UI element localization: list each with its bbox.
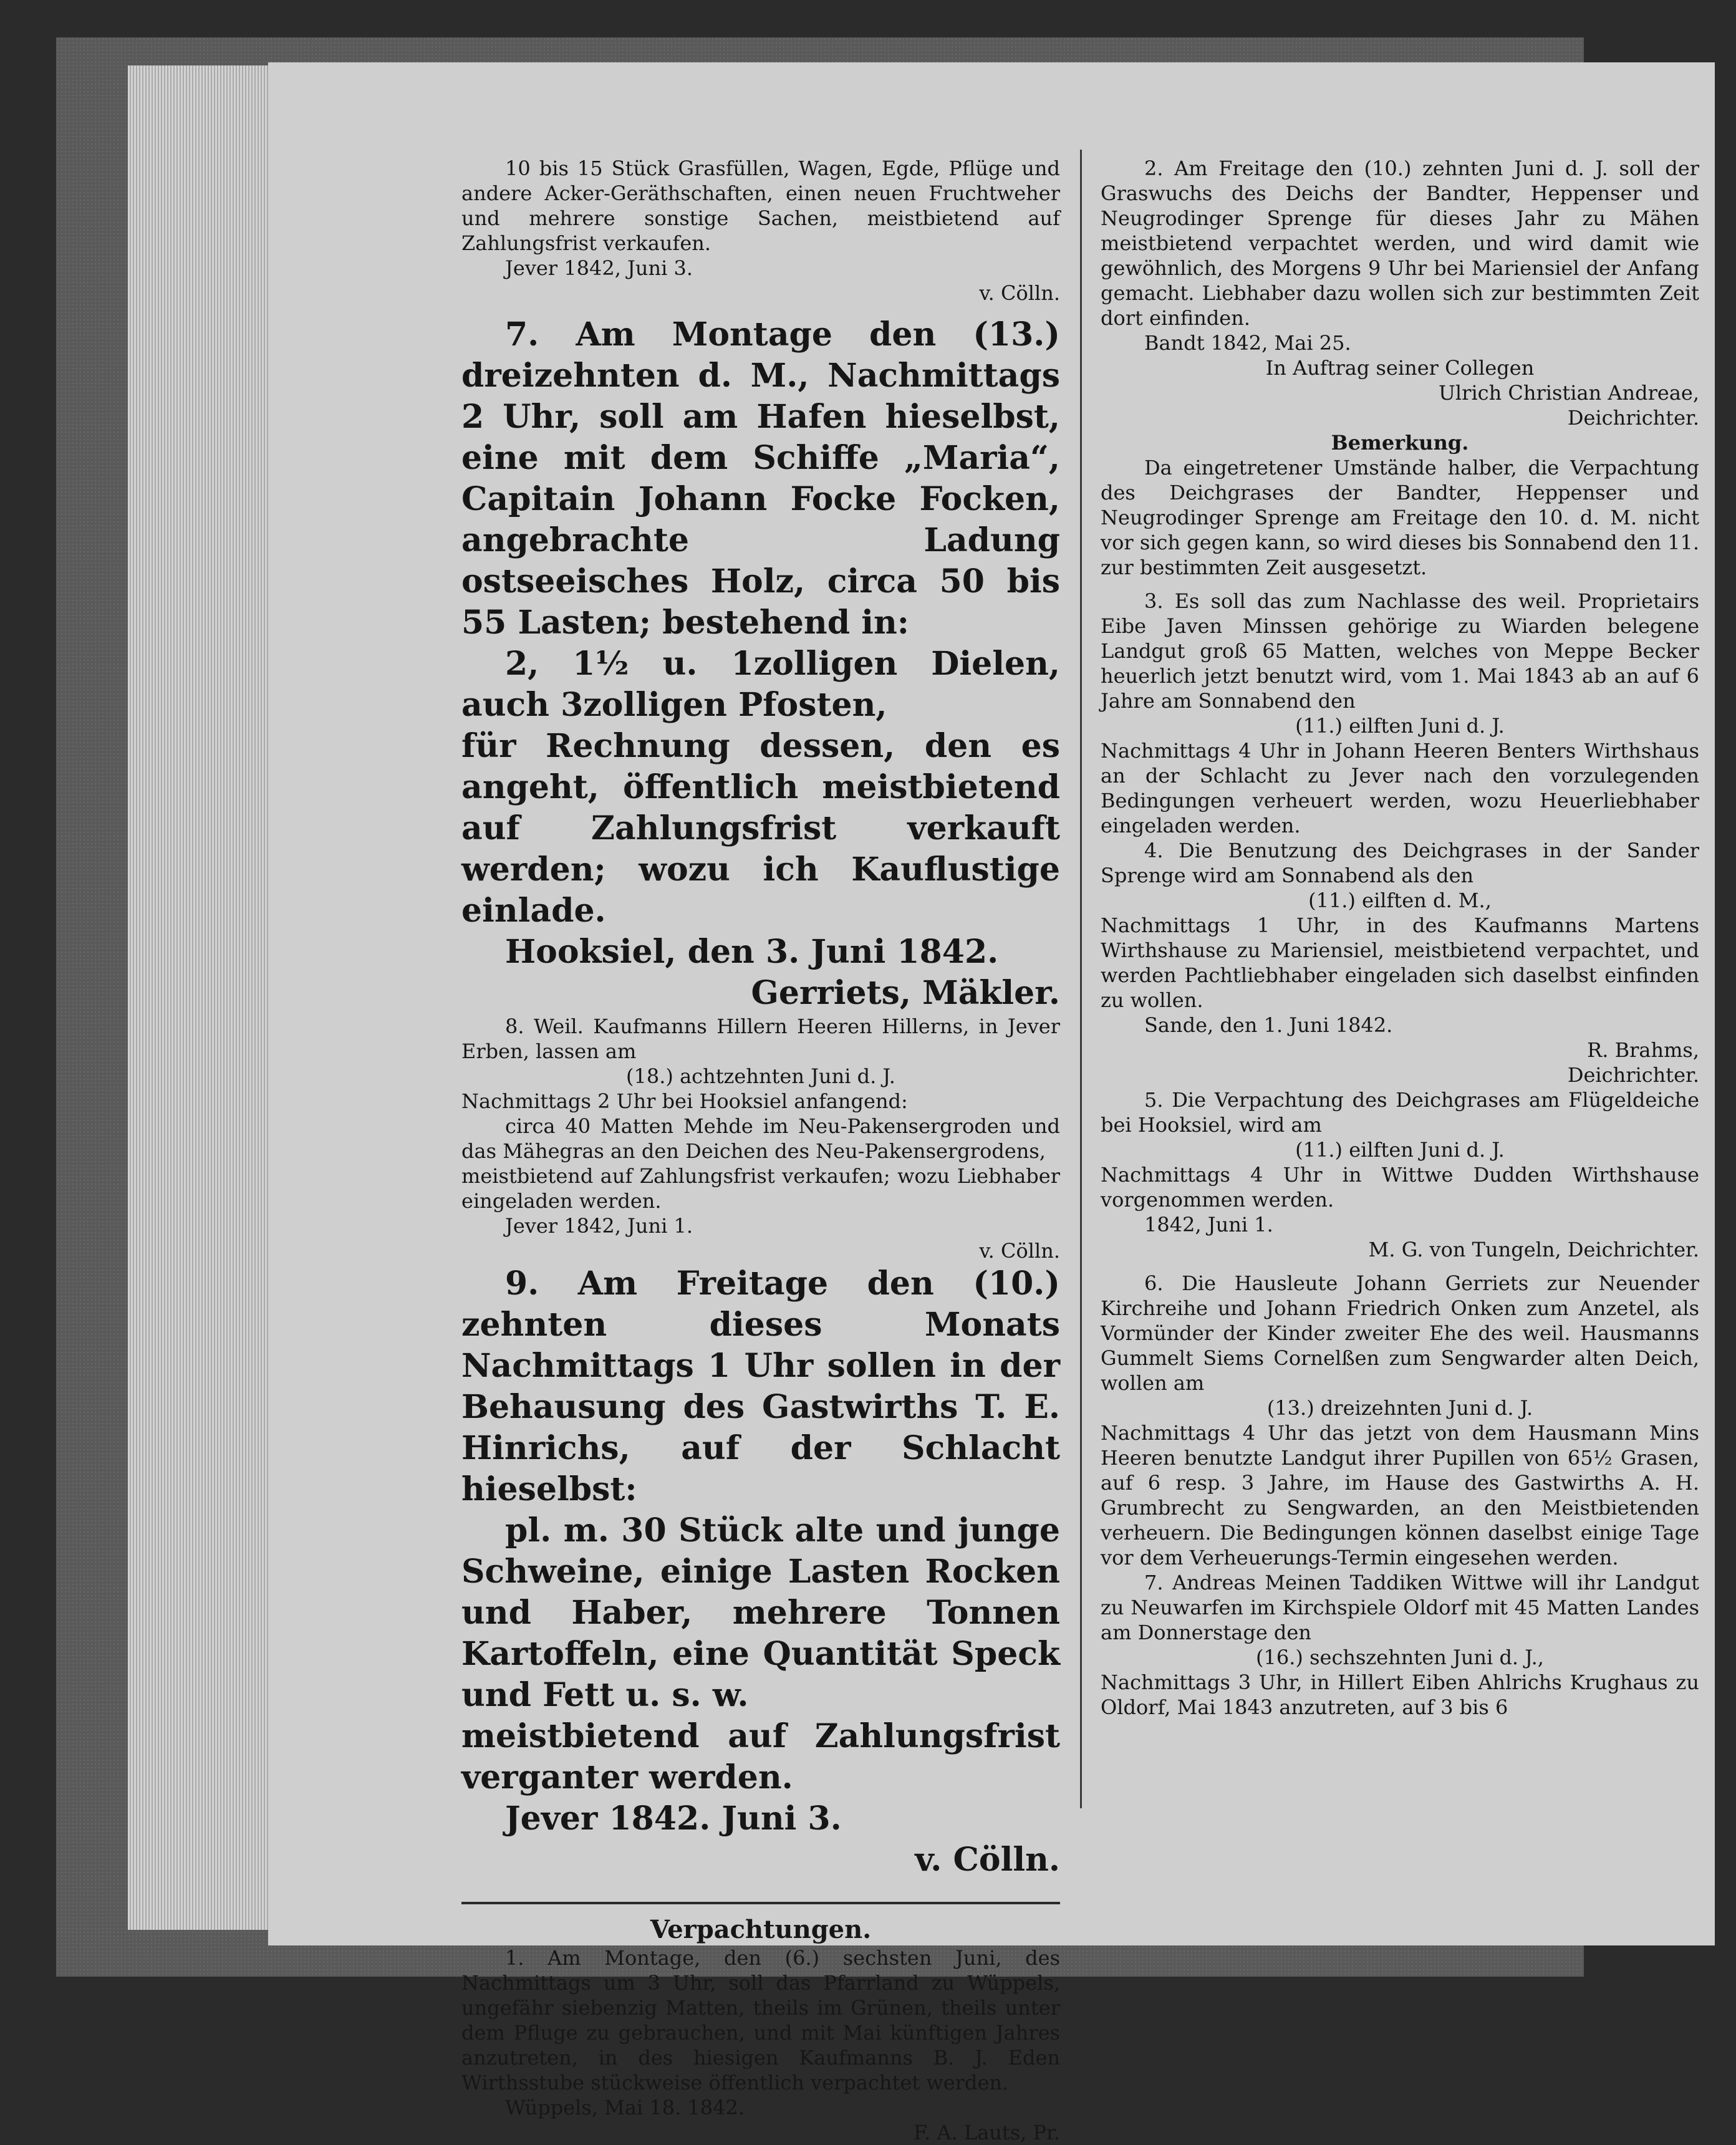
- lease-4-body: 4. Die Benutzung des Deichgrases in der Sander Sprenge wird am Sonnabend als den: [1101, 839, 1699, 887]
- lease-4-signature-line-1: R. Brahms,: [1587, 1038, 1699, 1062]
- notice-8-date: Jever 1842, Juni 1.: [505, 1214, 693, 1238]
- notice-8-signature: v. Cölln.: [979, 1239, 1060, 1263]
- lease-5-signature: M. G. von Tungeln, Deichrichter.: [1368, 1238, 1699, 1261]
- lease-2-signature-line-1: In Auftrag seiner Collegen: [1265, 356, 1535, 380]
- note-title: Bemerkung.: [1331, 431, 1469, 455]
- notice-7-rest: für Rechnung dessen, den es angeht, öffentlich meistbietend auf Zahlungsfrist verkauft werden; wozu ich Kauflustige einlade.: [461, 727, 1060, 930]
- lease-3-rest: Nachmittags 4 Uhr in Johann Heeren Benters Wirthshaus an der Schlacht zu Jever nach den vorzulegenden Bedingungen verheuert werden, wozu Heuerliebhaber eingeladen werden.: [1101, 739, 1699, 837]
- lease-4-date: Sande, den 1. Juni 1842.: [1144, 1013, 1393, 1037]
- lease-6-rest: Nachmittags 4 Uhr das jetzt von dem Hausmann Mins Heeren benutzte Landgut ihrer Pupillen von 65½ Grasen, auf 6 resp. 3 Jahre, im Hause des Gastwirths A. H. Grumbrecht zu Sengwarden, an den Meistbietenden verheuern. Die Bedingungen können daselbst einige Tage vor dem Verheuerungs-Termin eingesehen werden.: [1101, 1421, 1699, 1569]
- right-column: [1101, 156, 1699, 1720]
- page-edges: [128, 65, 271, 1930]
- notice-9-signature: v. Cölln.: [915, 1841, 1060, 1879]
- lease-6-body: 6. Die Hausleute Johann Gerriets zur Neuender Kirchreihe und Johann Friedrich Onken zum Anzetel, als Vormünder der Kinder zweiter Ehe des weil. Hausmanns Gummelt Siems Cornelßen zum Sengwarder alten Deich, wollen am: [1101, 1271, 1699, 1395]
- notice-7-body: 7. Am Montage den (13.) dreizehnten d. M., Nachmittags 2 Uhr, soll am Hafen hieselbst, eine mit dem Schiffe „Maria“, Capitain Johann Focke Focken, angebrachte Ladung ostseeisches Holz, circa 50 bis 55 Lasten; bestehend in:: [461, 316, 1060, 642]
- lease-4-signature-line-2: Deichrichter.: [1567, 1063, 1699, 1087]
- notice-date: Jever 1842, Juni 3.: [505, 256, 693, 280]
- notice-8-time: Nachmittags 2 Uhr bei Hooksiel anfangend:: [461, 1089, 908, 1113]
- lease-2-body: 2. Am Freitage den (10.) zehnten Juni d. J. soll der Graswuchs des Deichs der Bandter, Heppenser und Neugrodinger Sprenge für dieses Jahr zu Mähen meistbietend verpachtet werden, und wird damit wie gewöhnlich, des Morgens 9 Uhr bei Mariensiel der Anfang gemacht. Liebhaber dazu wollen sich zur bestimmten Zeit dort einfinden.: [1101, 157, 1699, 330]
- lease-4-date-line: (11.) eilften d. M.,: [1308, 889, 1492, 912]
- lease-1-signature: F. A. Lauts, Pr.: [913, 2121, 1060, 2144]
- lease-5-body: 5. Die Verpachtung des Deichgrases am Flügeldeiche bei Hooksiel, wird am: [1101, 1088, 1699, 1137]
- left-column: [461, 156, 1060, 2145]
- lease-3-body: 3. Es soll das zum Nachlasse des weil. Proprietairs Eibe Javen Minssen gehörige zu Wiarden belegene Landgut groß 65 Matten, welches von Meppe Becker heuerlich jetzt benutzt wird, vom 1. Mai 1843 ab an auf 6 Jahre am Sonnabend den: [1101, 589, 1699, 713]
- notice-7-items: 2, 1½ u. 1zolligen Dielen, auch 3zolligen Pfosten,: [461, 645, 1060, 724]
- notice-7-signature: Gerriets, Mäkler.: [751, 974, 1060, 1012]
- notice-9-rest: meistbietend auf Zahlungsfrist verganter werden.: [461, 1717, 1060, 1796]
- lease-5-date-line: (11.) eilften Juni d. J.: [1295, 1138, 1505, 1162]
- lease-2-signature-line-3: Deichrichter.: [1567, 406, 1699, 430]
- lease-5-date: 1842, Juni 1.: [1144, 1213, 1273, 1236]
- notice-signature: v. Cölln.: [979, 281, 1060, 305]
- lease-3-date-line: (11.) eilften Juni d. J.: [1295, 714, 1505, 738]
- lease-7-date-line: (16.) sechszehnten Juni d. J.,: [1256, 1646, 1544, 1669]
- lease-2-signature-line-2: Ulrich Christian Andreae,: [1438, 381, 1699, 405]
- notice-9-items: pl. m. 30 Stück alte und junge Schweine, einige Lasten Rocken und Haber, mehrere Tonnen Kartoffeln, eine Quantität Speck und Fett u. s. w.: [461, 1511, 1060, 1714]
- notice-9-date: Jever 1842. Juni 3.: [505, 1800, 842, 1838]
- notice-8-body: 8. Weil. Kaufmanns Hillern Heeren Hillerns, in Jever Erben, lassen am: [461, 1015, 1060, 1063]
- column-divider: [1080, 150, 1082, 1808]
- notice-8-rest: meistbietend auf Zahlungsfrist verkaufen; wozu Liebhaber eingeladen werden.: [461, 1164, 1060, 1213]
- lease-4-rest: Nachmittags 1 Uhr, in des Kaufmanns Martens Wirthshause zu Mariensiel, meistbietend verpachtet, und werden Pachtliebhaber eingeladen sich daselbst einfinden zu wollen.: [1101, 913, 1699, 1012]
- lease-1-body: 1. Am Montage, den (6.) sechsten Juni, des Nachmittags um 3 Uhr, soll das Pfarrland zu Wüppels, ungefähr siebenzig Matten, theils im Grünen, theils unter dem Pfluge zu gebrauchen, und mit Mai künftigen Jahres anzutreten, in des hiesigen Kaufmanns B. J. Eden Wirthsstube stückweise öffentlich verpachtet werden.: [461, 1946, 1060, 2094]
- lease-1-date: Wüppels, Mai 18. 1842.: [505, 2096, 745, 2119]
- note-body: Da eingetretener Umstände halber, die Verpachtung des Deichgrases der Bandter, Heppenser und Neugrodinger Sprenge am Freitage den 10. d. M. nicht vor sich gegen kann, so wird dieses bis Sonnabend den 11. zur bestimmten Zeit ausgesetzt.: [1101, 456, 1699, 579]
- lease-6-date-line: (13.) dreizehnten Juni d. J.: [1266, 1396, 1533, 1420]
- notice-9-body: 9. Am Freitage den (10.) zehnten dieses Monats Nachmittags 1 Uhr sollen in der Behausung des Gastwirths T. E. Hinrichs, auf der Schlacht hieselbst:: [461, 1265, 1060, 1508]
- section-rule: [461, 1902, 1060, 1904]
- continued-notice: 10 bis 15 Stück Grasfüllen, Wagen, Egde, Pflüge und andere Acker-Geräthschaften, einen neuen Fruchtweher und mehrere sonstige Sachen, meistbietend auf Zahlungsfrist verkaufen.: [461, 157, 1060, 255]
- lease-7-body: 7. Andreas Meinen Taddiken Wittwe will ihr Landgut zu Neuwarfen im Kirchspiele Oldorf mit 45 Matten Landes am Donnerstage den: [1101, 1571, 1699, 1644]
- lease-7-rest: Nachmittags 3 Uhr, in Hillert Eiben Ahlrichs Krughaus zu Oldorf, Mai 1843 anzutreten, auf 3 bis 6: [1101, 1670, 1699, 1719]
- lease-5-rest: Nachmittags 4 Uhr in Wittwe Dudden Wirthshause vorgenommen werden.: [1101, 1163, 1699, 1212]
- section-title: Verpachtungen.: [650, 1915, 872, 1944]
- notice-7-date: Hooksiel, den 3. Juni 1842.: [505, 933, 999, 971]
- lease-2-date: Bandt 1842, Mai 25.: [1144, 331, 1351, 355]
- notice-8-date-line: (18.) achtzehnten Juni d. J.: [626, 1064, 895, 1088]
- notice-8-items: circa 40 Matten Mehde im Neu-Pakensergroden und das Mähegras an den Deichen des Neu-Pakensergrodens,: [461, 1114, 1060, 1163]
